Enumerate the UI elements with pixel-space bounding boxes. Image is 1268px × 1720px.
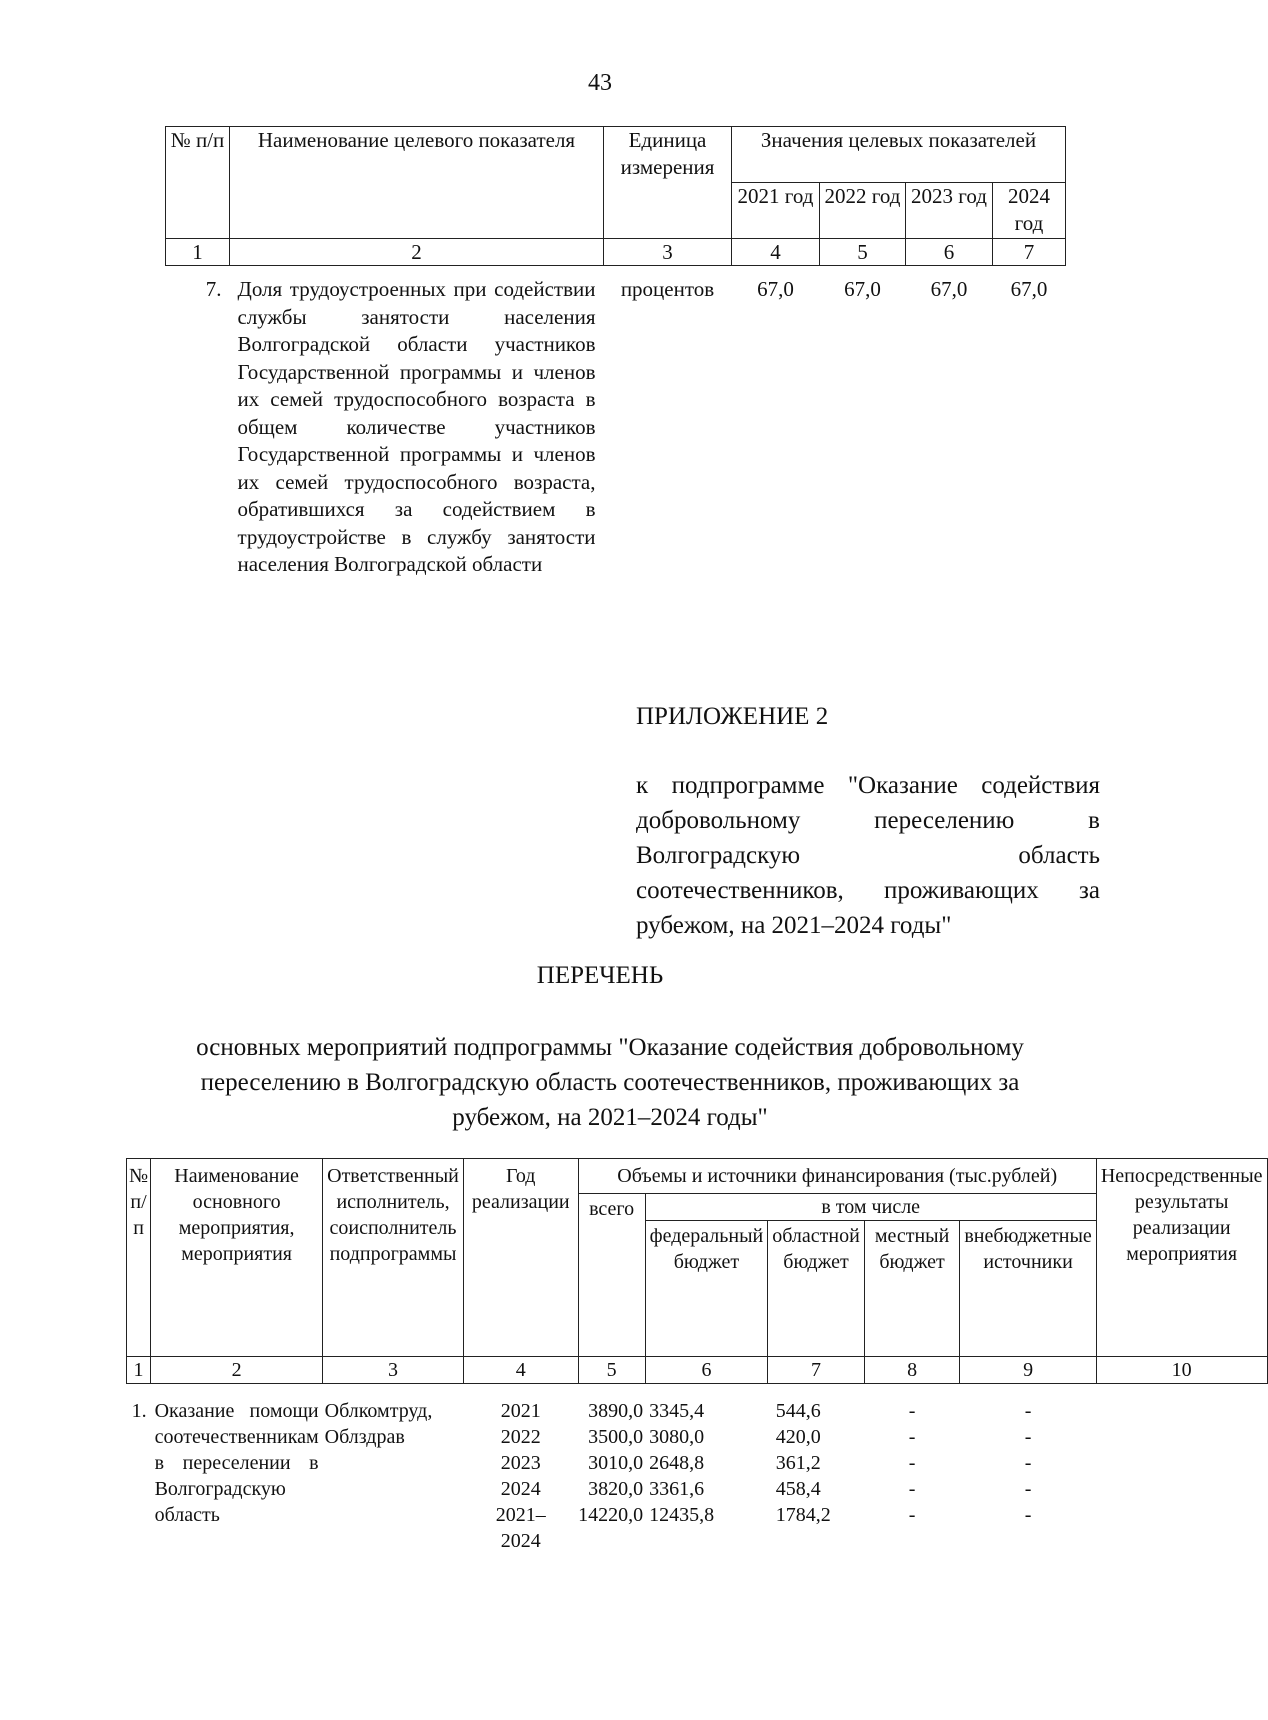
federal-value: 3080,0 bbox=[649, 1426, 705, 1448]
year-value: 2021 bbox=[500, 1400, 541, 1422]
years-cell bbox=[463, 1384, 578, 1555]
table-row bbox=[127, 1384, 1268, 1555]
local-value: - bbox=[908, 1452, 916, 1474]
table-row bbox=[166, 266, 1066, 579]
column-number: 8 bbox=[864, 1357, 960, 1384]
column-number: 2 bbox=[151, 1357, 323, 1384]
header-year: 2022 год bbox=[820, 183, 906, 239]
column-numbers-row bbox=[127, 1357, 1268, 1384]
header-unit: Единица измерения bbox=[604, 127, 732, 239]
local-value: - bbox=[908, 1400, 916, 1422]
header-total: всего bbox=[578, 1194, 645, 1357]
indicator-value: 67,0 bbox=[1010, 277, 1048, 301]
extrabudget-value: - bbox=[1024, 1426, 1032, 1448]
local-value: - bbox=[908, 1426, 916, 1448]
header-results: Непосредственные результаты реализации мероприятия bbox=[1096, 1159, 1267, 1357]
header-including: в том числе bbox=[645, 1194, 1096, 1221]
year-value: 2024 bbox=[500, 1478, 541, 1500]
column-number: 7 bbox=[768, 1357, 865, 1384]
activities-table bbox=[126, 1158, 1268, 1554]
year-value: 2021–2024 bbox=[495, 1504, 546, 1552]
header-federal: федеральный бюджет bbox=[645, 1221, 768, 1357]
total-value: 14220,0 bbox=[578, 1504, 644, 1526]
regional-value: 544,6 bbox=[775, 1400, 821, 1422]
regional-value: 1784,2 bbox=[775, 1504, 831, 1526]
column-number: 1 bbox=[127, 1357, 151, 1384]
extrabudget-value: - bbox=[1024, 1400, 1032, 1422]
appendix-text: к подпрограмме "Оказание содействия добровольному переселению в Волгоградскую область соотечественников, проживающих за рубежом, на 2021–2024 годы" bbox=[636, 772, 1100, 939]
header-funding-group: Объемы и источники финансирования (тыс.рублей) bbox=[578, 1159, 1096, 1194]
header-name: Наименование целевого показателя bbox=[230, 127, 604, 239]
indicator-name: Доля трудоустроенных при содействии службы занятости населения Волгоградской области участников Государственной программы и членов их семей трудоспособного возраста в общем количестве участников Государственной программы и членов их семей трудоспособного возраста, обратившихся за содействием в трудоустройстве в службу занятости населения Волгоградской области bbox=[237, 277, 596, 576]
row-num: 7. bbox=[205, 277, 222, 301]
column-number: 9 bbox=[960, 1357, 1097, 1384]
header-local: местный бюджет bbox=[864, 1221, 960, 1357]
column-numbers-row bbox=[166, 239, 1066, 266]
extrabudget-value: - bbox=[1024, 1504, 1032, 1526]
header-year: Год реализации bbox=[463, 1159, 578, 1357]
federal-value: 3345,4 bbox=[649, 1400, 705, 1422]
federal-cell bbox=[645, 1384, 768, 1555]
results-cell bbox=[1096, 1384, 1267, 1555]
total-value: 3500,0 bbox=[588, 1426, 644, 1448]
total-value: 3890,0 bbox=[588, 1400, 644, 1422]
header-year: 2024 год bbox=[993, 183, 1066, 239]
total-value: 3820,0 bbox=[588, 1478, 644, 1500]
header-year: 2023 год bbox=[906, 183, 993, 239]
executor-line: Облздрав bbox=[324, 1426, 405, 1448]
extrabudget-value: - bbox=[1024, 1452, 1032, 1474]
local-value: - bbox=[908, 1504, 916, 1526]
indicator-unit: процентов bbox=[620, 277, 715, 301]
row-num: 1. bbox=[131, 1400, 147, 1422]
header-year: 2021 год bbox=[732, 183, 820, 239]
executor-cell bbox=[323, 1384, 464, 1555]
header-extrabudget: внебюджетные источники bbox=[960, 1221, 1097, 1357]
federal-value: 12435,8 bbox=[649, 1504, 715, 1526]
year-value: 2023 bbox=[500, 1452, 541, 1474]
total-value: 3010,0 bbox=[588, 1452, 644, 1474]
executor-line: Облкомтруд, bbox=[324, 1400, 433, 1422]
extrabudget-cell bbox=[960, 1384, 1097, 1555]
extrabudget-value: - bbox=[1024, 1478, 1032, 1500]
column-number: 4 bbox=[463, 1357, 578, 1384]
header-num: № п/п bbox=[166, 127, 230, 239]
indicator-value: 67,0 bbox=[757, 277, 794, 301]
regional-value: 420,0 bbox=[775, 1426, 821, 1448]
column-number: 3 bbox=[604, 239, 732, 266]
regional-cell bbox=[768, 1384, 865, 1555]
column-number: 3 bbox=[323, 1357, 464, 1384]
column-number: 5 bbox=[578, 1357, 645, 1384]
federal-value: 2648,8 bbox=[649, 1452, 705, 1474]
header-regional: областной бюджет bbox=[768, 1221, 865, 1357]
total-cell bbox=[578, 1384, 645, 1555]
indicator-value: 67,0 bbox=[844, 277, 881, 301]
column-number: 1 bbox=[166, 239, 230, 266]
page-number: 43 bbox=[588, 70, 612, 96]
column-number: 5 bbox=[820, 239, 906, 266]
column-number: 4 bbox=[732, 239, 820, 266]
column-number: 10 bbox=[1096, 1357, 1267, 1384]
column-number: 6 bbox=[906, 239, 993, 266]
header-values-group: Значения целевых показателей bbox=[732, 127, 1066, 183]
federal-value: 3361,6 bbox=[649, 1478, 705, 1500]
year-value: 2022 bbox=[500, 1426, 541, 1448]
regional-value: 458,4 bbox=[775, 1478, 821, 1500]
activity-name: Оказание помощи соотечественникам в переселении в Волгоградскую область bbox=[154, 1400, 319, 1526]
list-title: ПЕРЕЧЕНЬ bbox=[536, 962, 664, 989]
list-subtitle: основных мероприятий подпрограммы "Оказание содействия добровольному переселению в Волгоградскую область соотечественников, проживающих за рубежом, на 2021–2024 годы" bbox=[196, 1034, 1024, 1131]
header-executor: Ответственный исполнитель, соисполнитель подпрограммы bbox=[323, 1159, 464, 1357]
appendix-title: ПРИЛОЖЕНИЕ 2 bbox=[636, 703, 829, 730]
header-name: Наименование основного мероприятия, мероприятия bbox=[151, 1159, 323, 1357]
indicators-table bbox=[165, 126, 1066, 579]
column-number: 6 bbox=[645, 1357, 768, 1384]
column-number: 7 bbox=[993, 239, 1066, 266]
column-number: 2 bbox=[230, 239, 604, 266]
header-num: № п/п bbox=[127, 1159, 151, 1357]
regional-value: 361,2 bbox=[775, 1452, 821, 1474]
local-cell bbox=[864, 1384, 960, 1555]
indicator-value: 67,0 bbox=[930, 277, 968, 301]
local-value: - bbox=[908, 1478, 916, 1500]
